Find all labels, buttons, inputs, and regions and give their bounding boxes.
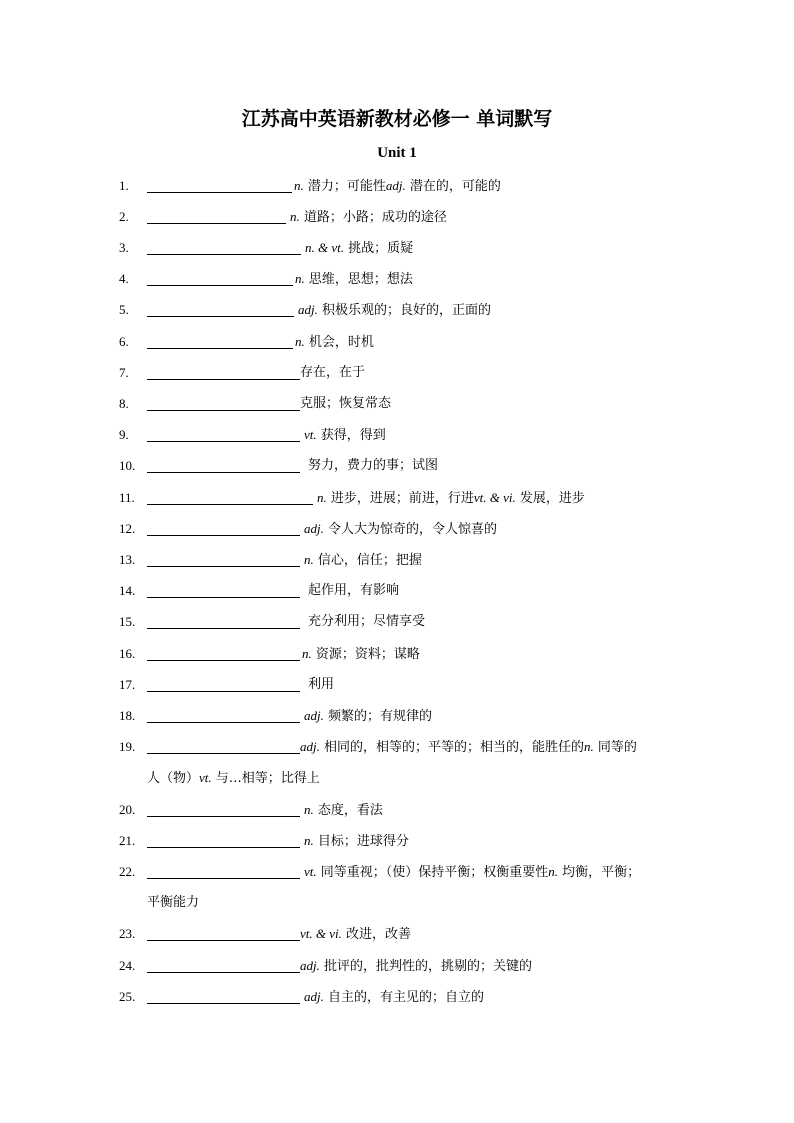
definition-text: 道路；小路；成功的途径	[299, 210, 447, 225]
item-number: 24.	[119, 958, 136, 973]
part-of-speech: n.	[317, 490, 327, 505]
answer-blank[interactable]	[147, 379, 300, 380]
definition	[304, 427, 386, 444]
answer-blank[interactable]	[147, 753, 300, 754]
definition	[304, 552, 422, 569]
answer-blank[interactable]	[147, 566, 300, 567]
part-of-speech: n.	[295, 334, 305, 349]
part-of-speech: vt.	[199, 770, 212, 785]
definition	[295, 271, 413, 288]
definition-text: 潜力；可能性	[303, 179, 386, 194]
answer-blank[interactable]	[147, 472, 300, 473]
answer-blank[interactable]	[147, 441, 300, 442]
definition-text: 克服；恢复常态	[300, 396, 392, 411]
answer-blank[interactable]	[147, 410, 300, 411]
definition	[305, 240, 413, 257]
definition	[304, 833, 409, 850]
answer-blank[interactable]	[147, 254, 301, 255]
definition	[300, 365, 365, 381]
definition-text: 改进，改善	[341, 927, 412, 942]
answer-blank[interactable]	[147, 816, 300, 817]
definition	[298, 302, 491, 319]
item-number: 20.	[119, 802, 136, 817]
definition-text: 潜在的，可能的	[405, 179, 501, 194]
part-of-speech: vt. & vi.	[300, 926, 342, 941]
definition	[304, 521, 497, 538]
part-of-speech: vt.	[304, 864, 317, 879]
answer-blank[interactable]	[147, 285, 293, 286]
item-number: 17.	[119, 677, 136, 692]
item-number: 21.	[119, 833, 136, 848]
definition-text: 频繁的；有规律的	[323, 709, 433, 724]
item-number: 15.	[119, 614, 136, 629]
unit-title: Unit 1	[377, 145, 417, 161]
part-of-speech: adj.	[385, 178, 406, 193]
item-number: 4.	[119, 271, 129, 286]
definition	[300, 739, 637, 756]
definition	[308, 583, 399, 599]
definition-text: 目标；进球得分	[313, 834, 409, 849]
item-number: 11.	[119, 490, 135, 505]
definition-text: 自主的，有主见的；自立的	[323, 990, 485, 1005]
answer-blank[interactable]	[147, 504, 313, 505]
part-of-speech: adj.	[304, 521, 324, 536]
definition-text: 态度，看法	[313, 803, 383, 818]
definition-continuation	[147, 770, 320, 787]
part-of-speech: adj.	[304, 708, 324, 723]
definition-text: 资源；资料；谋略	[311, 647, 420, 662]
part-of-speech: adj.	[304, 989, 324, 1004]
definition-continuation	[147, 895, 199, 911]
definition-text: 进步，进展；前进，行进	[326, 491, 474, 506]
definition-text: 令人大为惊奇的，令人惊喜的	[323, 522, 498, 537]
answer-blank[interactable]	[147, 223, 286, 224]
definition-text: 相同的，相等的；平等的；相当的，能胜任的	[319, 740, 585, 755]
part-of-speech: n.	[304, 802, 314, 817]
item-number: 9.	[119, 427, 129, 442]
definition-text: 批评的，批判性的，挑剔的；关键的	[319, 959, 533, 974]
answer-blank[interactable]	[147, 660, 300, 661]
definition-text: 与…相等；比得上	[211, 771, 320, 786]
definition-text: 同等重视；（使）保持平衡；权衡重要性	[316, 865, 549, 880]
item-number: 8.	[119, 396, 129, 411]
definition-text: 获得，得到	[316, 428, 386, 443]
item-number: 16.	[119, 646, 136, 661]
answer-blank[interactable]	[147, 597, 300, 598]
item-number: 22.	[119, 864, 136, 879]
definition-text: 利用	[308, 677, 335, 692]
item-number: 1.	[119, 178, 129, 193]
definition	[304, 864, 640, 881]
definition-text: 挑战；质疑	[344, 241, 414, 256]
definition-text: 发展，进步	[515, 491, 585, 506]
part-of-speech: n.	[294, 178, 304, 193]
definition	[317, 490, 585, 507]
page-title: 江苏高中英语新教材必修一 单词默写	[241, 108, 553, 130]
definition-text: 存在，在于	[300, 365, 366, 380]
part-of-speech: n. & vt.	[305, 240, 344, 255]
item-number: 14.	[119, 583, 136, 598]
item-number: 3.	[119, 240, 129, 255]
definition-text: 同等的	[593, 740, 637, 755]
item-number: 10.	[119, 458, 136, 473]
item-number: 13.	[119, 552, 136, 567]
item-number: 25.	[119, 989, 136, 1004]
definition	[308, 614, 425, 630]
definition	[308, 677, 334, 693]
item-number: 5.	[119, 302, 129, 317]
definition	[304, 802, 383, 819]
part-of-speech: n.	[304, 552, 314, 567]
answer-blank[interactable]	[147, 192, 292, 193]
definition	[302, 646, 420, 663]
answer-blank[interactable]	[147, 878, 300, 879]
definition-text: 平衡能力	[147, 895, 200, 910]
definition	[290, 209, 447, 226]
item-number: 23.	[119, 926, 136, 941]
item-number: 12.	[119, 521, 136, 536]
definition	[294, 178, 501, 195]
definition-text: 积极乐观的；良好的，正面的	[317, 303, 492, 318]
item-number: 7.	[119, 365, 129, 380]
part-of-speech: n.	[290, 209, 300, 224]
definition	[304, 708, 432, 725]
definition-text: 人（物）	[147, 771, 200, 786]
part-of-speech: vt. & vi.	[473, 490, 516, 505]
item-number: 19.	[119, 739, 136, 754]
definition	[300, 396, 391, 412]
answer-blank[interactable]	[147, 316, 294, 317]
answer-blank[interactable]	[147, 348, 293, 349]
definition	[295, 334, 374, 351]
definition	[308, 458, 438, 474]
definition-text: 充分利用；尽情享受	[308, 614, 426, 629]
answer-blank[interactable]	[147, 940, 300, 941]
answer-blank[interactable]	[147, 722, 300, 723]
definition	[300, 926, 411, 943]
answer-blank[interactable]	[147, 535, 300, 536]
answer-blank[interactable]	[147, 1003, 300, 1004]
part-of-speech: n.	[302, 646, 312, 661]
part-of-speech: n.	[295, 271, 305, 286]
part-of-speech: adj.	[298, 302, 318, 317]
answer-blank[interactable]	[147, 972, 300, 973]
definition-text: 信心，信任；把握	[313, 553, 422, 568]
definition	[304, 989, 484, 1006]
part-of-speech: n.	[548, 864, 559, 879]
definition-text: 均衡，平衡；	[558, 865, 641, 880]
part-of-speech: vt.	[304, 427, 317, 442]
item-number: 18.	[119, 708, 136, 723]
definition-text: 努力，费力的事；试图	[308, 458, 439, 473]
definition-text: 机会，时机	[304, 335, 374, 350]
part-of-speech: adj.	[300, 739, 320, 754]
definition	[300, 958, 532, 975]
definition-text: 思维，思想；想法	[304, 272, 413, 287]
answer-blank[interactable]	[147, 628, 300, 629]
part-of-speech: adj.	[300, 958, 320, 973]
item-number: 6.	[119, 334, 129, 349]
answer-blank[interactable]	[147, 691, 300, 692]
item-number: 2.	[119, 209, 129, 224]
part-of-speech: n.	[584, 739, 594, 754]
part-of-speech: n.	[304, 833, 314, 848]
answer-blank[interactable]	[147, 847, 300, 848]
definition-text: 起作用，有影响	[308, 583, 400, 598]
